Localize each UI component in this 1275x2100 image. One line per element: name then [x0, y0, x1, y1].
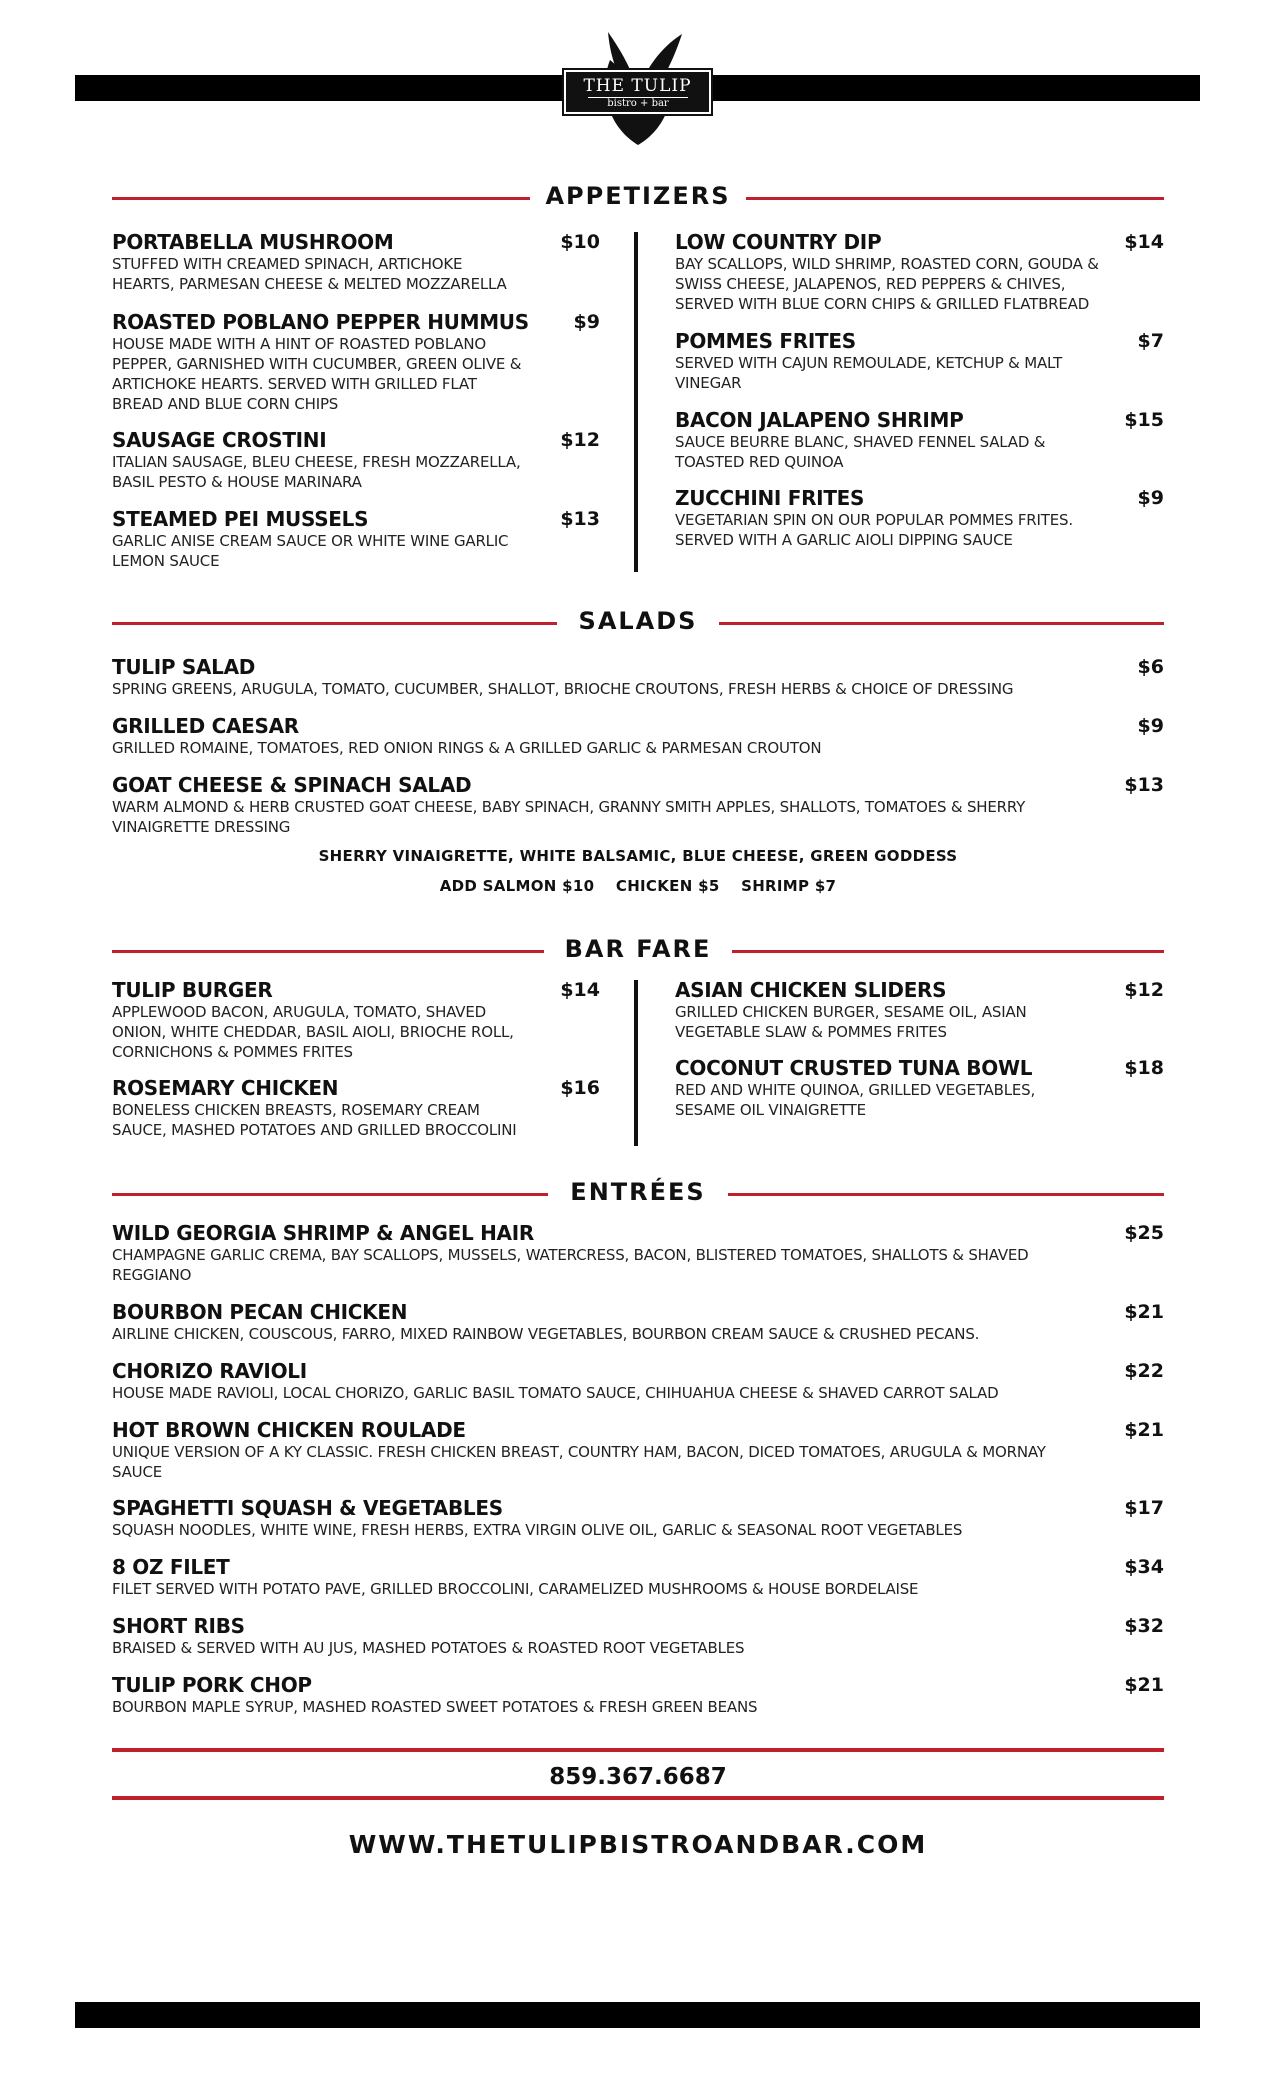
menu-item — [112, 507, 600, 571]
section-title: BAR FARE — [564, 935, 712, 963]
item-desc: CHAMPAGNE GARLIC CREMA, BAY SCALLOPS, MUSSELS, WATERCRESS, BACON, BLISTERED TOMATOES, SHALLOTS & SHAVED — [112, 1246, 1029, 1264]
item-desc: REGGIANO — [112, 1266, 192, 1284]
menu-item — [112, 428, 600, 492]
item-desc: VEGETARIAN SPIN ON OUR POPULAR POMMES FRITES. — [675, 511, 1073, 529]
item-price: $12 — [560, 429, 600, 451]
item-desc: APPLEWOOD BACON, ARUGULA, TOMATO, SHAVED — [112, 1003, 486, 1021]
item-price: $16 — [560, 1077, 600, 1099]
item-desc: UNIQUE VERSION OF A KY CLASSIC. FRESH CHICKEN BREAST, COUNTRY HAM, BACON, DICED TOMATOES, ARUGULA & MORNAY — [112, 1443, 1046, 1461]
item-name: ROSEMARY CHICKEN — [112, 1076, 339, 1100]
item-desc: SAUCE BEURRE BLANC, SHAVED FENNEL SALAD & — [675, 433, 1046, 451]
logo-tagline: bistro + bar — [588, 97, 688, 109]
menu-item — [675, 978, 1164, 1042]
footer-rule-top — [112, 1748, 1164, 1752]
item-price: $21 — [1124, 1301, 1164, 1323]
item-name: STEAMED PEI MUSSELS — [112, 507, 369, 531]
item-desc: PEPPER, GARNISHED WITH CUCUMBER, GREEN OLIVE & — [112, 355, 522, 373]
column-divider — [634, 980, 638, 1146]
item-name: ROASTED POBLANO PEPPER HUMMUS — [112, 310, 529, 334]
section-title: ENTRÉES — [570, 1178, 706, 1206]
heading-rule-right — [746, 197, 1164, 200]
item-desc: SERVED WITH BLUE CORN CHIPS & GRILLED FLATBREAD — [675, 295, 1090, 313]
item-desc: HEARTS, PARMESAN CHEESE & MELTED MOZZARELLA — [112, 275, 507, 293]
item-desc: SAUCE — [112, 1463, 162, 1481]
item-desc: HOUSE MADE RAVIOLI, LOCAL CHORIZO, GARLIC BASIL TOMATO SAUCE, CHIHUAHUA CHEESE & SHAVED CARROT SALAD — [112, 1384, 999, 1402]
item-name: GOAT CHEESE & SPINACH SALAD — [112, 773, 472, 797]
item-price: $17 — [1124, 1497, 1164, 1519]
item-name: TULIP PORK CHOP — [112, 1673, 312, 1697]
menu-item — [675, 329, 1164, 393]
item-name: BOURBON PECAN CHICKEN — [112, 1300, 408, 1324]
item-price: $34 — [1124, 1556, 1164, 1578]
item-desc: BOURBON MAPLE SYRUP, MASHED ROASTED SWEET POTATOES & FRESH GREEN BEANS — [112, 1698, 758, 1716]
menu-item — [112, 230, 600, 294]
logo-plate — [564, 70, 711, 114]
column-divider — [634, 232, 638, 572]
item-desc: GARLIC ANISE CREAM SAUCE OR WHITE WINE GARLIC — [112, 532, 509, 550]
salad-addons — [112, 877, 1164, 895]
item-desc: AIRLINE CHICKEN, COUSCOUS, FARRO, MIXED RAINBOW VEGETABLES, BOURBON CREAM SAUCE & CRUSHED PECANS. — [112, 1325, 980, 1343]
item-name: ASIAN CHICKEN SLIDERS — [675, 978, 947, 1002]
item-price: $6 — [1137, 656, 1164, 678]
item-name: ZUCCHINI FRITES — [675, 486, 865, 510]
menu-item — [675, 408, 1164, 472]
menu-item — [675, 486, 1164, 550]
menu-item — [112, 773, 1164, 837]
menu-item — [675, 1056, 1164, 1120]
item-desc: SAUCE, MASHED POTATOES AND GRILLED BROCCOLINI — [112, 1121, 517, 1139]
footer-rule-bottom — [112, 1796, 1164, 1800]
item-name: GRILLED CAESAR — [112, 714, 299, 738]
menu-item — [112, 1300, 1164, 1344]
item-desc: BREAD AND BLUE CORN CHIPS — [112, 395, 339, 413]
item-desc: WARM ALMOND & HERB CRUSTED GOAT CHEESE, BABY SPINACH, GRANNY SMITH APPLES, SHALLOTS, TOMATOES & SHERRY — [112, 798, 1026, 816]
menu-item — [112, 978, 600, 1062]
item-name: PORTABELLA MUSHROOM — [112, 230, 394, 254]
item-price: $21 — [1124, 1419, 1164, 1441]
menu-item — [112, 1673, 1164, 1717]
item-price: $15 — [1124, 409, 1164, 431]
item-desc: BONELESS CHICKEN BREASTS, ROSEMARY CREAM — [112, 1101, 480, 1119]
item-desc: VEGETABLE SLAW & POMMES FRITES — [675, 1023, 947, 1041]
menu-item — [112, 1614, 1164, 1658]
menu-item — [112, 1221, 1164, 1285]
bottom-bar — [75, 2002, 1200, 2028]
menu-item — [112, 1418, 1164, 1482]
item-desc: ITALIAN SAUSAGE, BLEU CHEESE, FRESH MOZZARELLA, — [112, 453, 521, 471]
menu-item — [675, 230, 1164, 314]
item-price: $21 — [1124, 1674, 1164, 1696]
menu-item — [112, 1496, 1164, 1540]
item-name: CHORIZO RAVIOLI — [112, 1359, 307, 1383]
section-title: SALADS — [578, 607, 698, 635]
item-desc: RED AND WHITE QUINOA, GRILLED VEGETABLES, — [675, 1081, 1036, 1099]
item-desc: GRILLED CHICKEN BURGER, SESAME OIL, ASIAN — [675, 1003, 1027, 1021]
addon-shrimp: SHRIMP $7 — [741, 877, 837, 895]
item-price: $13 — [1124, 774, 1164, 796]
item-desc: BAY SCALLOPS, WILD SHRIMP, ROASTED CORN, GOUDA & — [675, 255, 1099, 273]
item-name: WILD GEORGIA SHRIMP & ANGEL HAIR — [112, 1221, 534, 1245]
item-price: $14 — [560, 979, 600, 1001]
item-price: $14 — [1124, 231, 1164, 253]
item-desc: LEMON SAUCE — [112, 552, 220, 570]
item-price: $9 — [573, 311, 600, 333]
website-link[interactable]: WWW.THETULIPBISTROANDBAR.COM — [348, 1830, 928, 1859]
item-desc: SERVED WITH CAJUN REMOULADE, KETCHUP & MALT — [675, 354, 1063, 372]
item-name: COCONUT CRUSTED TUNA BOWL — [675, 1056, 1033, 1080]
item-name: POMMES FRITES — [675, 329, 856, 353]
addon-salmon: ADD SALMON $10 — [439, 877, 595, 895]
item-desc: HOUSE MADE WITH A HINT OF ROASTED POBLANO — [112, 335, 487, 353]
item-desc: TOASTED RED QUINOA — [675, 453, 844, 471]
item-name: LOW COUNTRY DIP — [675, 230, 882, 254]
item-price: $22 — [1124, 1360, 1164, 1382]
item-name: SPAGHETTI SQUASH & VEGETABLES — [112, 1496, 503, 1520]
item-name: 8 OZ FILET — [112, 1555, 230, 1579]
item-price: $25 — [1124, 1222, 1164, 1244]
item-desc: VINAIGRETTE DRESSING — [112, 818, 291, 836]
menu-item — [112, 1076, 600, 1140]
item-price: $10 — [560, 231, 600, 253]
heading-rule-right — [732, 950, 1164, 953]
item-desc: CORNICHONS & POMMES FRITES — [112, 1043, 353, 1061]
item-name: TULIP SALAD — [112, 655, 256, 679]
item-desc: SQUASH NOODLES, WHITE WINE, FRESH HERBS, EXTRA VIRGIN OLIVE OIL, GARLIC & SEASONAL ROOT VEGETABLES — [112, 1521, 963, 1539]
item-name: SHORT RIBS — [112, 1614, 245, 1638]
item-desc: BASIL PESTO & HOUSE MARINARA — [112, 473, 362, 491]
item-desc: SESAME OIL VINAIGRETTE — [675, 1101, 866, 1119]
item-desc: VINEGAR — [675, 374, 742, 392]
item-desc: GRILLED ROMAINE, TOMATOES, RED ONION RINGS & A GRILLED GARLIC & PARMESAN CROUTON — [112, 739, 822, 757]
item-name: SAUSAGE CROSTINI — [112, 428, 327, 452]
section-title: APPETIZERS — [545, 182, 731, 210]
item-name: HOT BROWN CHICKEN ROULADE — [112, 1418, 466, 1442]
heading-rule-right — [719, 622, 1164, 625]
item-name: TULIP BURGER — [112, 978, 273, 1002]
item-desc: SPRING GREENS, ARUGULA, TOMATO, CUCUMBER, SHALLOT, BRIOCHE CROUTONS, FRESH HERBS & CHOICE OF DRESSING — [112, 680, 1014, 698]
item-desc: SWISS CHEESE, JALAPENOS, RED PEPPERS & CHIVES, — [675, 275, 1066, 293]
item-price: $9 — [1137, 487, 1164, 509]
appetizers-heading — [112, 182, 1164, 212]
item-price: $13 — [560, 508, 600, 530]
menu-item — [112, 1359, 1164, 1403]
item-name: BACON JALAPENO SHRIMP — [675, 408, 964, 432]
item-desc: SERVED WITH A GARLIC AIOLI DIPPING SAUCE — [675, 531, 1013, 549]
item-price: $12 — [1124, 979, 1164, 1001]
menu-item — [112, 310, 600, 414]
item-desc: ARTICHOKE HEARTS. SERVED WITH GRILLED FLAT — [112, 375, 477, 393]
salads-heading — [112, 607, 1164, 637]
item-desc: BRAISED & SERVED WITH AU JUS, MASHED POTATOES & ROASTED ROOT VEGETABLES — [112, 1639, 745, 1657]
phone-number[interactable]: 859.367.6687 — [549, 1764, 727, 1790]
item-price: $9 — [1137, 715, 1164, 737]
item-desc: ONION, WHITE CHEDDAR, BASIL AIOLI, BRIOCHE ROLL, — [112, 1023, 514, 1041]
tulip-logo — [560, 30, 715, 150]
addon-chicken: CHICKEN $5 — [615, 877, 720, 895]
heading-rule-right — [728, 1193, 1164, 1196]
item-price: $18 — [1124, 1057, 1164, 1079]
menu-item — [112, 1555, 1164, 1599]
entrees-heading — [112, 1178, 1164, 1208]
item-price: $32 — [1124, 1615, 1164, 1637]
item-desc: STUFFED WITH CREAMED SPINACH, ARTICHOKE — [112, 255, 463, 273]
logo-name: THE TULIP — [583, 76, 692, 96]
item-price: $7 — [1137, 330, 1164, 352]
menu-item — [112, 714, 1164, 758]
menu-item — [112, 655, 1164, 699]
item-desc: FILET SERVED WITH POTATO PAVE, GRILLED BROCCOLINI, CARAMELIZED MUSHROOMS & HOUSE BORDELAISE — [112, 1580, 919, 1598]
dressing-options: SHERRY VINAIGRETTE, WHITE BALSAMIC, BLUE CHEESE, GREEN GODDESS — [318, 847, 958, 865]
bar-fare-heading — [112, 935, 1164, 965]
